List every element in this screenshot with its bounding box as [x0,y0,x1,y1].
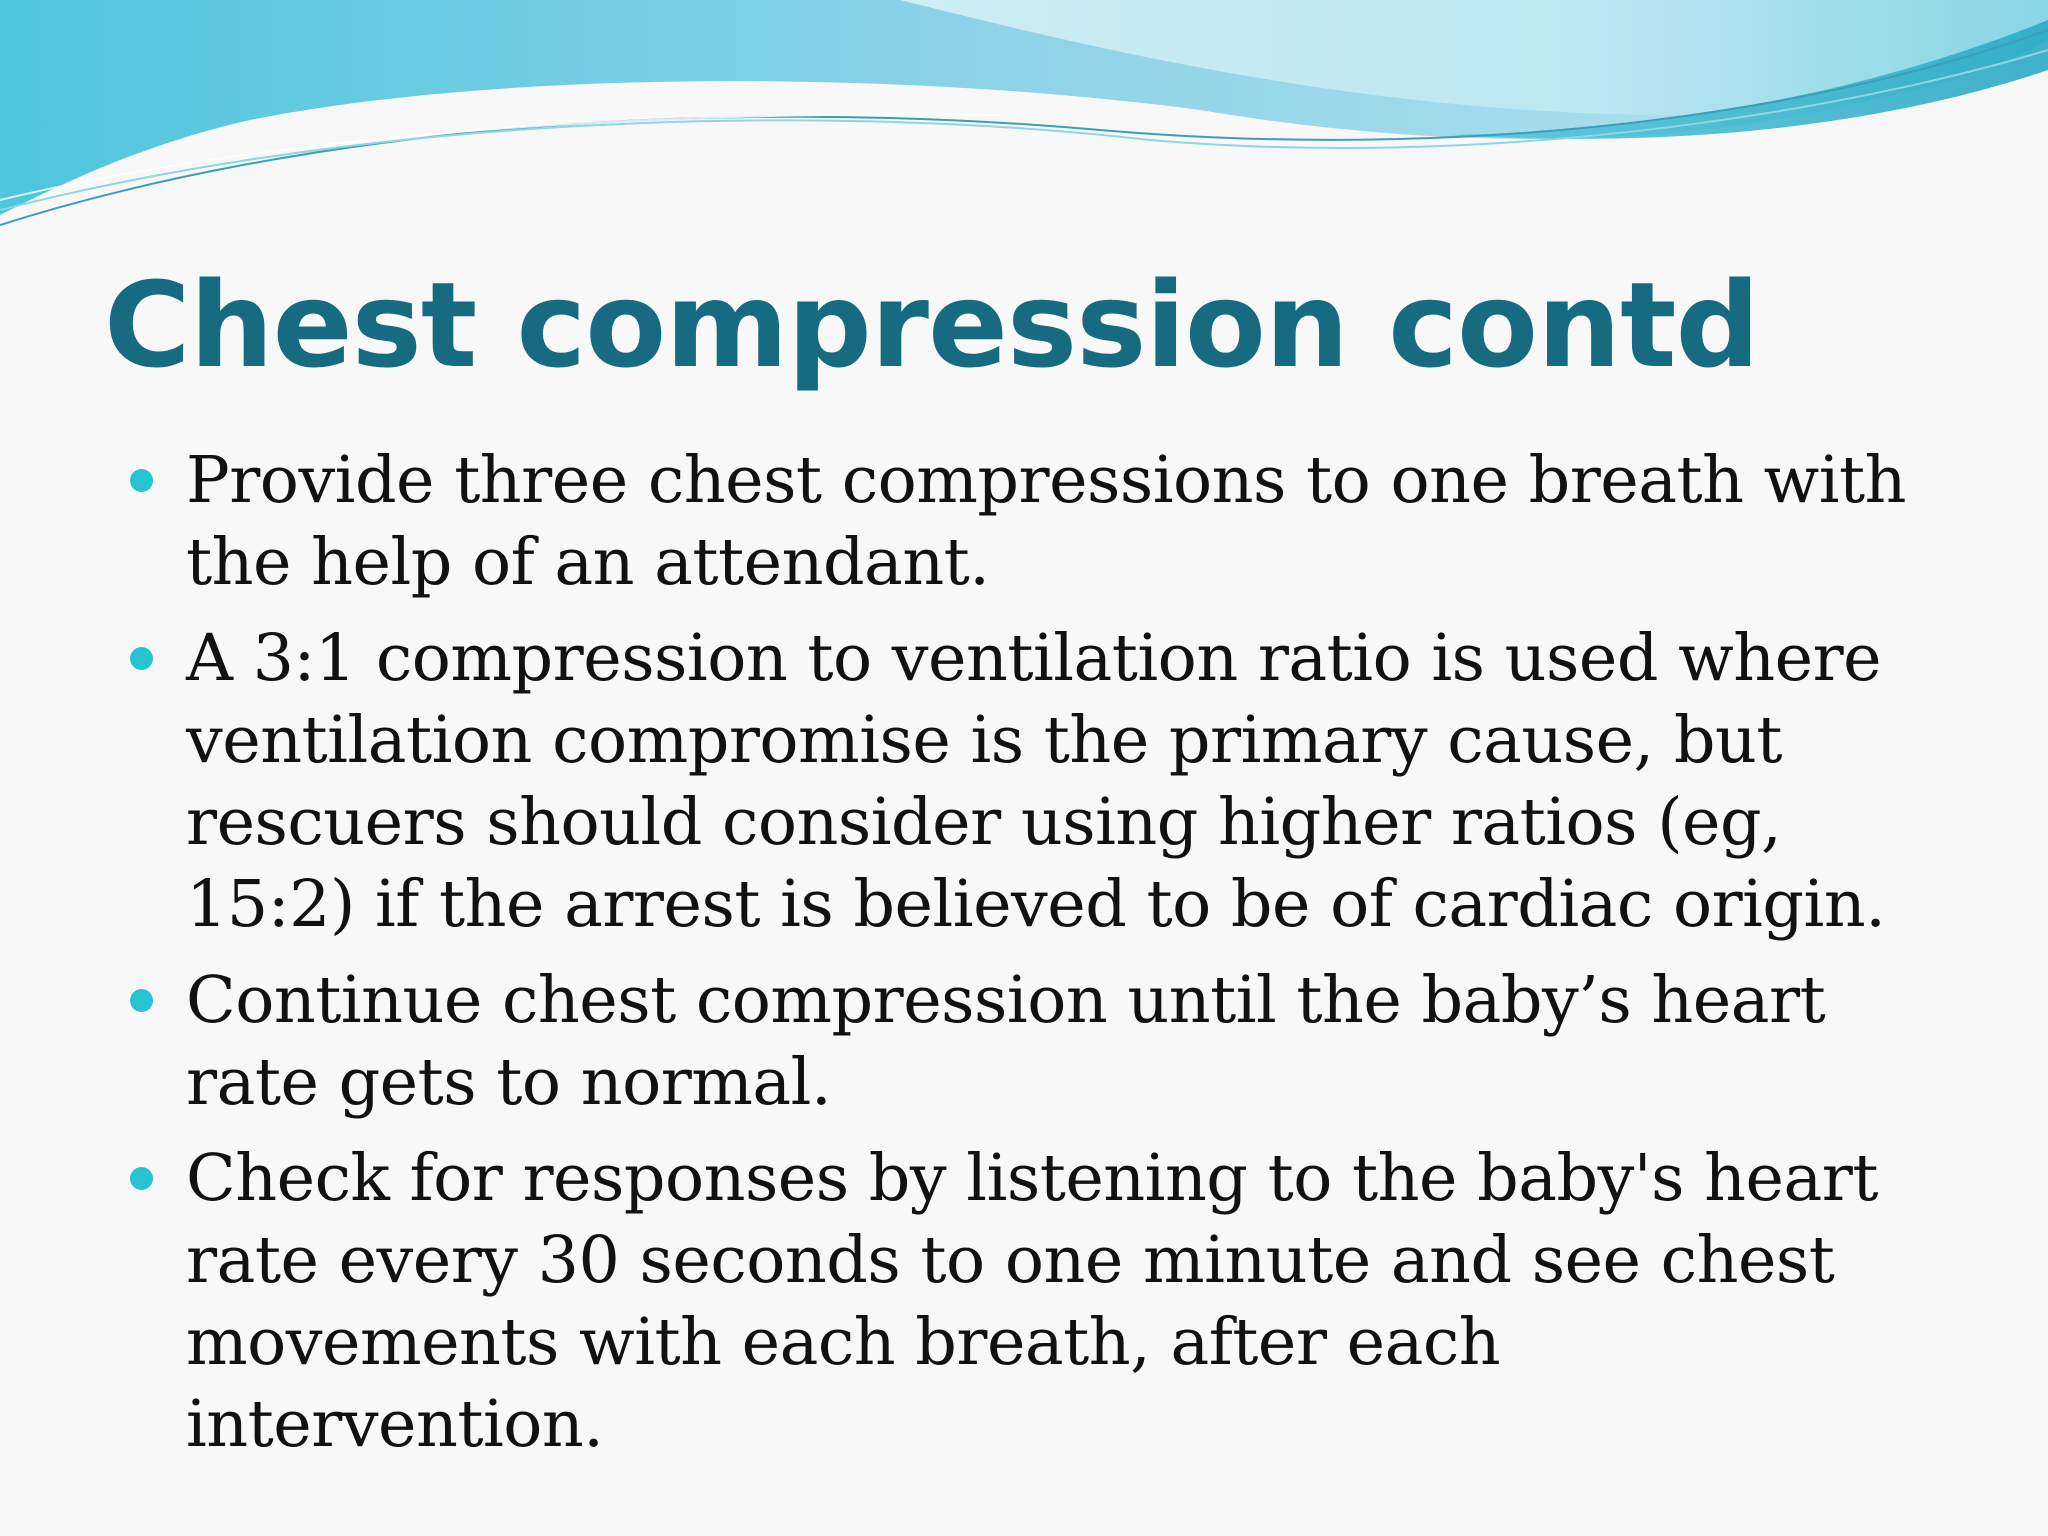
bullet-item [130,960,1930,1124]
bullet-text: Check for responses by listening to the baby's heart rate every 30 seconds to one minute and see chest movements with each breath, after each intervention. [186,1141,1878,1462]
bullet-dot-icon [130,469,153,492]
bullet-item [130,618,1930,946]
header-wave-decoration [0,0,2048,240]
bullet-dot-icon [130,647,153,670]
bullet-item [130,1138,1930,1466]
bullet-dot-icon [130,1167,153,1190]
bullet-list [130,440,1930,1480]
bullet-text: Provide three chest compressions to one breath with the help of an attendant. [186,443,1907,600]
bullet-dot-icon [130,989,153,1012]
bullet-text: A 3:1 compression to ventilation ratio is used where ventilation compromise is the primary cause, but rescuers should consider using higher ratios (eg, 15:2) if the arrest is believed to be of cardiac origin. [186,621,1886,942]
slide-title: Chest compression contd [104,256,1759,394]
bullet-text: Continue chest compression until the baby’s heart rate gets to normal. [186,963,1826,1120]
bullet-item [130,440,1930,604]
